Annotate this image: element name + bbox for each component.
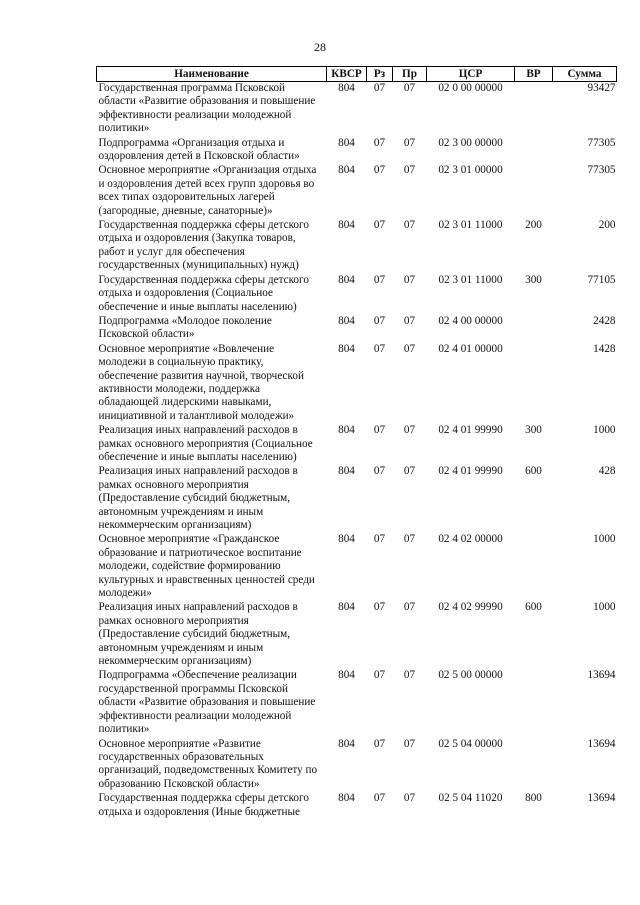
cell-sum: 13694 xyxy=(587,737,616,750)
cell-name: Реализация иных направлений расходов в рамках основного мероприятия (Предоставление субсидий бюджетным, автономным учреждениям и иным некоммерческим организациям) xyxy=(98,601,298,668)
cell-vr xyxy=(515,343,553,424)
cell-pr: 07 xyxy=(403,82,416,94)
cell-sum: 2428 xyxy=(593,314,616,327)
cell-pr: 07 xyxy=(403,314,416,327)
table-row xyxy=(97,533,617,601)
table-header-row xyxy=(97,67,617,82)
cell-csr: 02 4 01 00000 xyxy=(438,342,503,355)
cell-kvsr: 804 xyxy=(338,136,355,149)
cell-kvsr: 804 xyxy=(338,219,355,232)
cell-rz: 07 xyxy=(373,314,386,327)
cell-name: Подпрограмма «Молодое поколение Псковской области» xyxy=(98,314,272,341)
cell-kvsr: 804 xyxy=(338,273,355,286)
cell-csr: 02 4 00 00000 xyxy=(438,314,503,327)
cell-rz: 07 xyxy=(373,219,386,232)
header-kvsr: КВСР xyxy=(327,67,367,82)
cell-rz: 07 xyxy=(373,465,386,478)
cell-pr: 07 xyxy=(403,465,416,478)
cell-pr: 07 xyxy=(403,601,416,614)
header-pr: Пр xyxy=(393,67,427,82)
header-name: Наименование xyxy=(97,67,327,82)
cell-sum: 77305 xyxy=(587,164,616,177)
cell-pr: 07 xyxy=(403,273,416,286)
table-row xyxy=(97,738,617,793)
cell-kvsr: 804 xyxy=(338,82,355,94)
cell-sum: 13694 xyxy=(587,792,616,805)
cell-pr: 07 xyxy=(403,669,416,682)
cell-csr: 02 3 01 11000 xyxy=(438,273,503,286)
cell-sum: 1000 xyxy=(593,533,616,546)
budget-table xyxy=(96,66,617,820)
cell-csr: 02 3 01 00000 xyxy=(438,164,503,177)
cell-csr: 02 4 02 00000 xyxy=(438,533,503,546)
header-csr: ЦСР xyxy=(427,67,515,82)
cell-sum: 13694 xyxy=(587,669,616,682)
cell-pr: 07 xyxy=(403,342,416,355)
cell-name: Основное мероприятие «Гражданское образование и патриотическое воспитание молодежи, содействие формированию культурных и нравственных ценностей среди молодежи» xyxy=(98,533,315,600)
cell-name: Основное мероприятие «Вовлечение молодежи в социальную практику, обеспечение развития научной, творческой активности молодежи, поддержка обладающей лидерскими навыками, инициативной и талантливой молодежи» xyxy=(98,342,304,422)
header-sum: Сумма xyxy=(553,67,617,82)
cell-name: Реализация иных направлений расходов в рамках основного мероприятия (Предоставление субсидий бюджетным, автономным учреждениям и иным некоммерческим организациям) xyxy=(98,465,298,531)
cell-csr: 02 5 04 00000 xyxy=(438,737,503,750)
table-body xyxy=(97,82,617,820)
header-rz: Рз xyxy=(367,67,393,82)
cell-rz: 07 xyxy=(373,424,386,437)
cell-csr: 02 0 00 00000 xyxy=(438,82,503,94)
cell-rz: 07 xyxy=(373,601,386,614)
cell-pr: 07 xyxy=(403,424,416,437)
cell-csr: 02 5 00 00000 xyxy=(438,669,503,682)
cell-name: Государственная поддержка сферы детского отдыха и оздоровления (Социальное обеспечение и иные выплаты населению) xyxy=(98,273,309,313)
cell-name: Подпрограмма «Обеспечение реализации государственной программы Псковской области «Развитие образования и повышение эффективности реализации молодежной политики» xyxy=(98,669,316,736)
cell-sum: 428 xyxy=(598,465,616,478)
cell-name: Государственная поддержка сферы детского отдыха и оздоровления (Закупка товаров, работ и услуг для обеспечения государственных (муниципальных) нужд) xyxy=(98,219,309,272)
table-row xyxy=(97,465,617,533)
header-vr: ВР xyxy=(515,67,553,82)
cell-vr xyxy=(515,164,553,219)
table-row xyxy=(97,274,617,315)
cell-vr: 800 xyxy=(525,792,542,805)
cell-vr: 300 xyxy=(525,273,542,286)
cell-rz: 07 xyxy=(373,82,386,94)
cell-rz: 07 xyxy=(373,737,386,750)
table-row xyxy=(97,219,617,274)
cell-vr: 200 xyxy=(525,219,542,232)
cell-rz: 07 xyxy=(373,164,386,177)
cell-kvsr: 804 xyxy=(338,533,355,546)
cell-csr: 02 4 01 99990 xyxy=(438,465,503,478)
cell-kvsr: 804 xyxy=(338,465,355,478)
cell-vr xyxy=(515,315,553,343)
cell-name: Основное мероприятие «Развитие государственных образовательных организаций, подведомственных Комитету по образованию Псковской области» xyxy=(98,737,318,790)
table-row xyxy=(97,601,617,669)
cell-csr: 02 3 00 00000 xyxy=(438,136,503,149)
table-row xyxy=(97,164,617,219)
cell-rz: 07 xyxy=(373,792,386,805)
cell-sum: 1000 xyxy=(593,424,616,437)
cell-rz: 07 xyxy=(373,136,386,149)
cell-kvsr: 804 xyxy=(338,792,355,805)
cell-vr xyxy=(515,82,553,137)
cell-pr: 07 xyxy=(403,219,416,232)
cell-rz: 07 xyxy=(373,342,386,355)
cell-sum: 1428 xyxy=(593,342,616,355)
cell-vr: 300 xyxy=(525,424,542,437)
cell-rz: 07 xyxy=(373,273,386,286)
cell-pr: 07 xyxy=(403,136,416,149)
page-number: 28 xyxy=(314,40,326,54)
cell-name: Основное мероприятие «Организация отдыха и оздоровления детей всех групп здоровья во всех типах оздоровительных лагерей (загородные, дневные, санаторные)» xyxy=(98,164,317,217)
cell-pr: 07 xyxy=(403,533,416,546)
cell-kvsr: 804 xyxy=(338,342,355,355)
cell-vr: 600 xyxy=(525,601,542,614)
cell-rz: 07 xyxy=(373,669,386,682)
cell-name: Реализация иных направлений расходов в рамках основного мероприятия (Социальное обеспечение и иные выплаты населению) xyxy=(98,424,313,463)
cell-name: Подпрограмма «Организация отдыха и оздоровления детей в Псковской области» xyxy=(98,136,300,163)
cell-kvsr: 804 xyxy=(338,164,355,177)
table-row xyxy=(97,424,617,465)
cell-name: Государственная программа Псковской области «Развитие образования и повышение эффективности реализации молодежной политики» xyxy=(98,82,316,135)
table-row xyxy=(97,315,617,343)
table-row xyxy=(97,669,617,737)
table-row xyxy=(97,82,617,137)
table-row xyxy=(97,137,617,165)
cell-sum: 77105 xyxy=(587,273,616,286)
table-row xyxy=(97,792,617,820)
cell-csr: 02 4 02 99990 xyxy=(438,601,503,614)
table-row xyxy=(97,343,617,424)
cell-sum: 77305 xyxy=(587,136,616,149)
cell-csr: 02 5 04 11020 xyxy=(438,792,503,805)
cell-rz: 07 xyxy=(373,533,386,546)
cell-pr: 07 xyxy=(403,737,416,750)
cell-csr: 02 3 01 11000 xyxy=(438,219,503,232)
cell-kvsr: 804 xyxy=(338,314,355,327)
cell-name: Государственная поддержка сферы детского отдыха и оздоровления (Иные бюджетные xyxy=(98,792,309,818)
cell-vr xyxy=(515,669,553,737)
cell-kvsr: 804 xyxy=(338,737,355,750)
cell-sum: 200 xyxy=(598,219,616,232)
cell-kvsr: 804 xyxy=(338,601,355,614)
cell-csr: 02 4 01 99990 xyxy=(438,424,503,437)
cell-sum: 1000 xyxy=(593,601,616,614)
cell-kvsr: 804 xyxy=(338,424,355,437)
cell-vr xyxy=(515,533,553,601)
cell-vr xyxy=(515,137,553,165)
cell-pr: 07 xyxy=(403,164,416,177)
cell-vr: 600 xyxy=(525,465,542,478)
cell-pr: 07 xyxy=(403,792,416,805)
cell-vr xyxy=(515,738,553,793)
cell-sum: 93427 xyxy=(587,82,616,94)
cell-kvsr: 804 xyxy=(338,669,355,682)
